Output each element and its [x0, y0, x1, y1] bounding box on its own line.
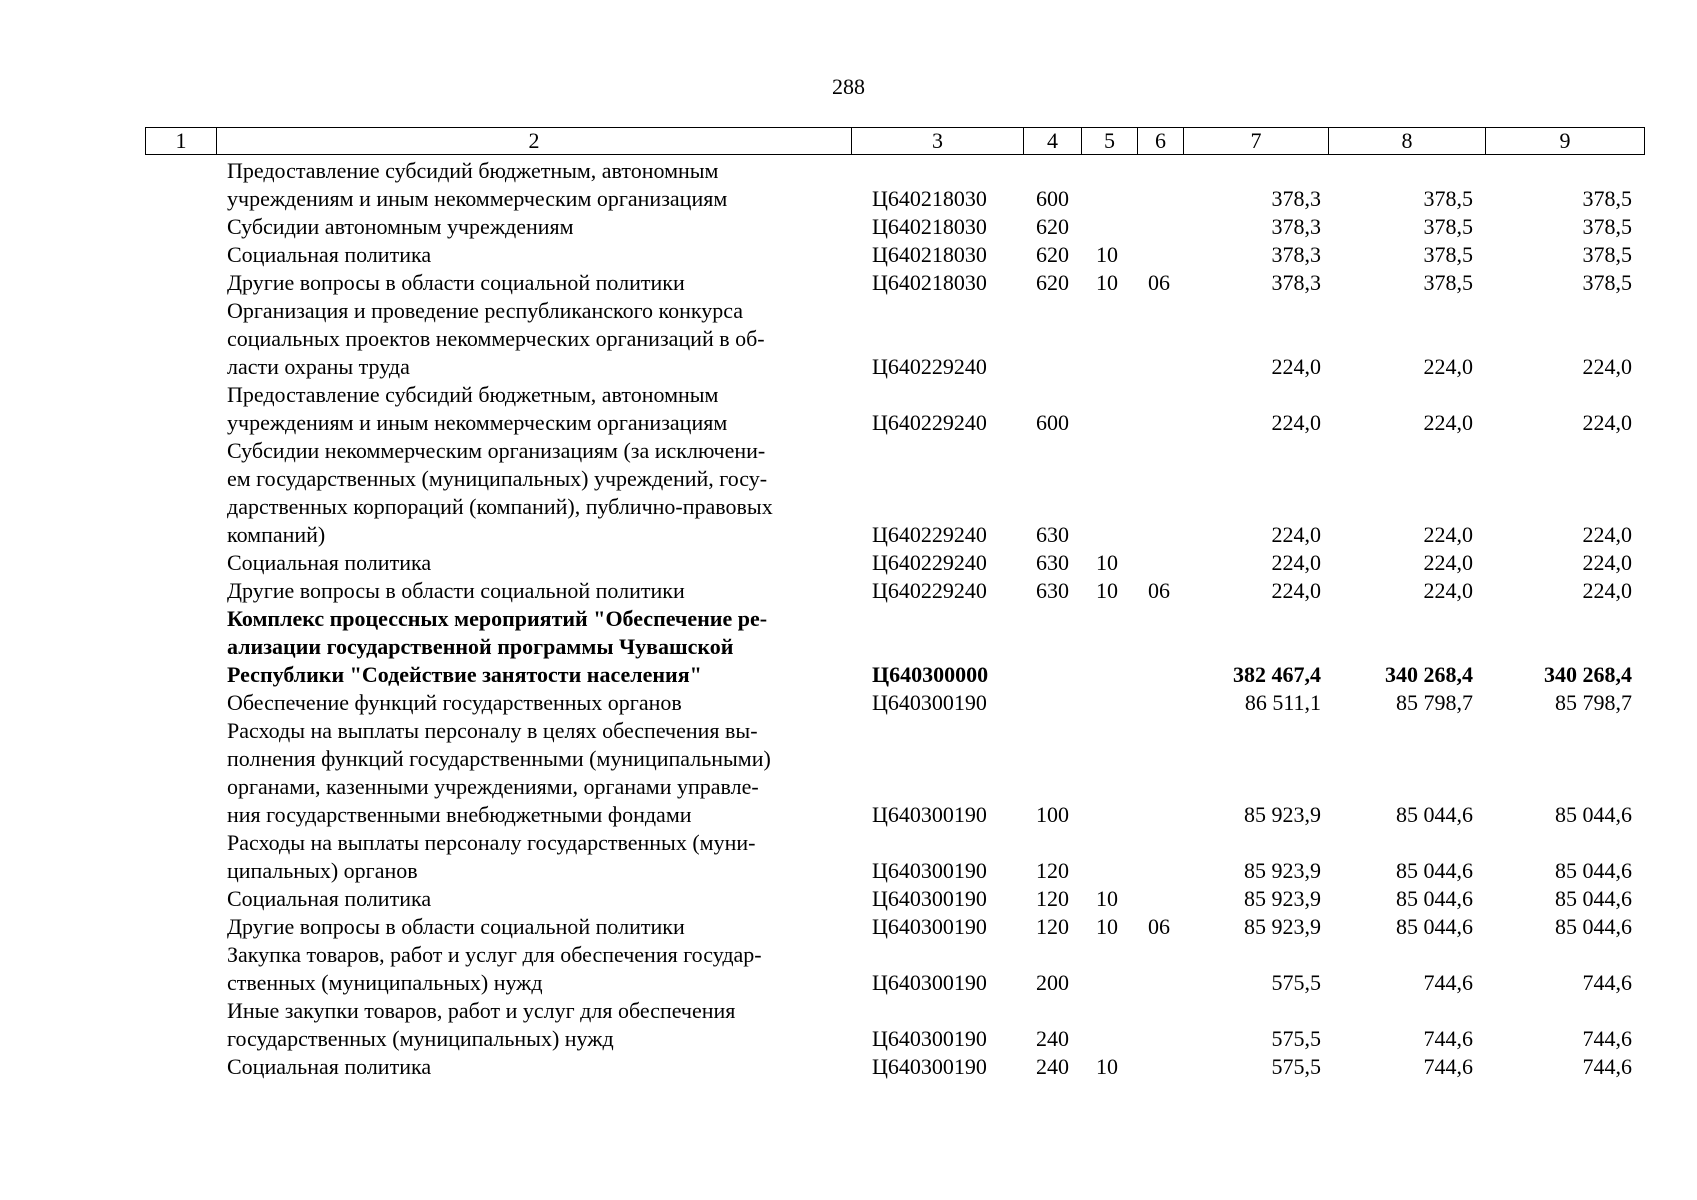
section-code: 10: [1096, 886, 1118, 911]
amount-col-9: 378,5: [1582, 186, 1632, 211]
amount-col-8: 340 268,4: [1385, 662, 1473, 687]
target-article-code: Ц640229240: [872, 578, 987, 603]
column-header-4: 4: [1024, 128, 1082, 155]
amount-col-9: 378,5: [1582, 270, 1632, 295]
amount-col-9: 340 268,4: [1544, 662, 1632, 687]
amount-col-9: 224,0: [1582, 410, 1632, 435]
row-description-line: Иные закупки товаров, работ и услуг для обеспечения: [227, 998, 736, 1023]
column-header-5: 5: [1082, 128, 1138, 155]
row-description: [227, 689, 843, 717]
column-header-6: 6: [1138, 128, 1184, 155]
amount-col-8: 224,0: [1423, 578, 1473, 603]
row-description-line: Социальная политика: [227, 1054, 432, 1079]
expense-type-code: 600: [1036, 410, 1069, 435]
row-description: [227, 885, 843, 913]
row-description-line: Социальная политика: [227, 242, 432, 267]
row-description: [227, 941, 843, 997]
amount-col-9: 744,6: [1582, 1054, 1632, 1079]
amount-col-7: 85 923,9: [1244, 858, 1321, 883]
amount-col-7: 378,3: [1271, 242, 1321, 267]
table-row: [0, 1053, 1697, 1081]
row-description-line: дарственных корпораций (компаний), публично-правовых: [227, 494, 773, 519]
row-description-line: ственных (муниципальных) нужд: [227, 970, 543, 995]
row-description-line: Предоставление субсидий бюджетным, автономным: [227, 382, 719, 407]
amount-col-9: 378,5: [1582, 242, 1632, 267]
row-description: [227, 1053, 843, 1081]
target-article-code: Ц640218030: [872, 186, 987, 211]
row-description: [227, 297, 843, 381]
amount-col-7: 85 923,9: [1244, 802, 1321, 827]
table-row: [0, 381, 1697, 437]
amount-col-9: 85 044,6: [1555, 886, 1632, 911]
page-number: 288: [832, 74, 865, 99]
table-row: [0, 605, 1697, 689]
section-code: 10: [1096, 242, 1118, 267]
row-description-line: учреждениям и иным некоммерческим организациям: [227, 186, 728, 211]
expense-type-code: 630: [1036, 522, 1069, 547]
row-description: [227, 241, 843, 269]
row-description-line: компаний): [227, 522, 326, 547]
row-description: [227, 157, 843, 213]
amount-col-8: 744,6: [1423, 1054, 1473, 1079]
row-description-line: ципальных) органов: [227, 858, 418, 883]
amount-col-7: 378,3: [1271, 186, 1321, 211]
target-article-code: Ц640229240: [872, 410, 987, 435]
table-row: [0, 213, 1697, 241]
target-article-code: Ц640300190: [872, 858, 987, 883]
amount-col-9: 744,6: [1582, 1026, 1632, 1051]
target-article-code: Ц640300190: [872, 690, 987, 715]
row-description-line: Другие вопросы в области социальной политики: [227, 270, 685, 295]
amount-col-7: 224,0: [1271, 578, 1321, 603]
amount-col-9: 85 044,6: [1555, 914, 1632, 939]
amount-col-8: 378,5: [1423, 214, 1473, 239]
row-description-line: Социальная политика: [227, 550, 432, 575]
amount-col-8: 224,0: [1423, 522, 1473, 547]
amount-col-9: 224,0: [1582, 522, 1632, 547]
expense-type-code: 620: [1036, 214, 1069, 239]
row-description-line: органами, казенными учреждениями, органами управле-: [227, 774, 759, 799]
row-description: [227, 577, 843, 605]
row-description: [227, 437, 843, 549]
table-body: [0, 157, 1697, 1081]
row-description-line: Субсидии некоммерческим организациям (за исключени-: [227, 438, 766, 463]
amount-col-9: 85 044,6: [1555, 802, 1632, 827]
table-row: [0, 717, 1697, 829]
table-row: [0, 269, 1697, 297]
amount-col-7: 378,3: [1271, 214, 1321, 239]
amount-col-8: 378,5: [1423, 242, 1473, 267]
expense-type-code: 120: [1036, 858, 1069, 883]
row-description-line: Субсидии автономным учреждениям: [227, 214, 574, 239]
target-article-code: Ц640300190: [872, 914, 987, 939]
row-description: [227, 605, 843, 689]
section-code: 10: [1096, 1054, 1118, 1079]
column-header-row: [145, 127, 1645, 155]
amount-col-7: 86 511,1: [1244, 690, 1321, 715]
target-article-code: Ц640300190: [872, 802, 987, 827]
section-code: 10: [1096, 270, 1118, 295]
row-description-line: Организация и проведение республиканского конкурса: [227, 298, 744, 323]
amount-col-9: 224,0: [1582, 578, 1632, 603]
amount-col-8: 224,0: [1423, 550, 1473, 575]
expense-type-code: 620: [1036, 270, 1069, 295]
amount-col-7: 224,0: [1271, 550, 1321, 575]
table-row: [0, 549, 1697, 577]
amount-col-8: 85 798,7: [1396, 690, 1473, 715]
amount-col-7: 575,5: [1271, 1026, 1321, 1051]
amount-col-7: 382 467,4: [1233, 662, 1321, 687]
amount-col-8: 224,0: [1423, 410, 1473, 435]
row-description-line: социальных проектов некоммерческих организаций в об-: [227, 326, 765, 351]
amount-col-7: 85 923,9: [1244, 886, 1321, 911]
row-description-line: Республики "Содействие занятости населения": [227, 662, 702, 687]
target-article-code: Ц640300190: [872, 970, 987, 995]
target-article-code: Ц640300000: [872, 662, 989, 687]
target-article-code: Ц640218030: [872, 270, 987, 295]
expense-type-code: 120: [1036, 886, 1069, 911]
table-row: [0, 913, 1697, 941]
table-row: [0, 829, 1697, 885]
column-header-3: 3: [852, 128, 1024, 155]
table-row: [0, 885, 1697, 913]
column-header-8: 8: [1329, 128, 1486, 155]
amount-col-7: 224,0: [1271, 354, 1321, 379]
row-description: [227, 997, 843, 1053]
row-description-line: Другие вопросы в области социальной политики: [227, 914, 685, 939]
row-description: [227, 717, 843, 829]
amount-col-7: 224,0: [1271, 410, 1321, 435]
amount-col-9: 224,0: [1582, 550, 1632, 575]
row-description-line: ласти охраны труда: [227, 354, 410, 379]
row-description-line: Предоставление субсидий бюджетным, автономным: [227, 158, 719, 183]
target-article-code: Ц640229240: [872, 522, 987, 547]
row-description-line: учреждениям и иным некоммерческим организациям: [227, 410, 728, 435]
target-article-code: Ц640229240: [872, 550, 987, 575]
expense-type-code: 630: [1036, 550, 1069, 575]
target-article-code: Ц640300190: [872, 1054, 987, 1079]
table-row: [0, 437, 1697, 549]
expense-type-code: 240: [1036, 1026, 1069, 1051]
amount-col-9: 224,0: [1582, 354, 1632, 379]
row-description-line: Закупка товаров, работ и услуг для обеспечения государ-: [227, 942, 762, 967]
amount-col-9: 744,6: [1582, 970, 1632, 995]
expense-type-code: 200: [1036, 970, 1069, 995]
subsection-code: 06: [1148, 914, 1170, 939]
expense-type-code: 630: [1036, 578, 1069, 603]
row-description-line: государственных (муниципальных) нужд: [227, 1026, 614, 1051]
row-description-line: ализации государственной программы Чувашской: [227, 634, 734, 659]
table-row: [0, 689, 1697, 717]
row-description: [227, 269, 843, 297]
column-header-1: 1: [146, 128, 217, 155]
expense-type-code: 240: [1036, 1054, 1069, 1079]
amount-col-8: 85 044,6: [1396, 858, 1473, 883]
row-description-line: ем государственных (муниципальных) учреждений, госу-: [227, 466, 768, 491]
row-description-line: Расходы на выплаты персоналу государственных (муни-: [227, 830, 756, 855]
amount-col-7: 575,5: [1271, 970, 1321, 995]
table-row: [0, 241, 1697, 269]
amount-col-8: 378,5: [1423, 186, 1473, 211]
row-description: [227, 913, 843, 941]
target-article-code: Ц640300190: [872, 886, 987, 911]
row-description-line: Расходы на выплаты персоналу в целях обеспечения вы-: [227, 718, 758, 743]
expense-type-code: 600: [1036, 186, 1069, 211]
section-code: 10: [1096, 578, 1118, 603]
target-article-code: Ц640229240: [872, 354, 987, 379]
amount-col-8: 85 044,6: [1396, 914, 1473, 939]
target-article-code: Ц640218030: [872, 242, 987, 267]
amount-col-7: 575,5: [1271, 1054, 1321, 1079]
amount-col-8: 85 044,6: [1396, 886, 1473, 911]
row-description-line: полнения функций государственными (муниципальными): [227, 746, 771, 771]
amount-col-8: 744,6: [1423, 1026, 1473, 1051]
expense-type-code: 100: [1036, 802, 1069, 827]
row-description: [227, 829, 843, 885]
amount-col-8: 744,6: [1423, 970, 1473, 995]
row-description: [227, 213, 843, 241]
column-header-7: 7: [1184, 128, 1329, 155]
expense-type-code: 620: [1036, 242, 1069, 267]
section-code: 10: [1096, 914, 1118, 939]
row-description-line: ния государственными внебюджетными фондами: [227, 802, 692, 827]
amount-col-9: 85 044,6: [1555, 858, 1632, 883]
row-description-line: Обеспечение функций государственных органов: [227, 690, 682, 715]
column-header-9: 9: [1486, 128, 1645, 155]
subsection-code: 06: [1148, 270, 1170, 295]
amount-col-9: 378,5: [1582, 214, 1632, 239]
table-row: [0, 577, 1697, 605]
expense-type-code: 120: [1036, 914, 1069, 939]
target-article-code: Ц640218030: [872, 214, 987, 239]
table-row: [0, 941, 1697, 997]
table-row: [0, 157, 1697, 213]
row-description-line: Комплекс процессных мероприятий "Обеспечение ре-: [227, 606, 768, 631]
table-row: [0, 297, 1697, 381]
amount-col-7: 224,0: [1271, 522, 1321, 547]
amount-col-7: 85 923,9: [1244, 914, 1321, 939]
target-article-code: Ц640300190: [872, 1026, 987, 1051]
row-description-line: Социальная политика: [227, 886, 432, 911]
table-row: [0, 997, 1697, 1053]
column-header-2: 2: [217, 128, 852, 155]
subsection-code: 06: [1148, 578, 1170, 603]
row-description: [227, 549, 843, 577]
section-code: 10: [1096, 550, 1118, 575]
row-description: [227, 381, 843, 437]
amount-col-8: 85 044,6: [1396, 802, 1473, 827]
amount-col-9: 85 798,7: [1555, 690, 1632, 715]
amount-col-8: 378,5: [1423, 270, 1473, 295]
row-description-line: Другие вопросы в области социальной политики: [227, 578, 685, 603]
amount-col-7: 378,3: [1271, 270, 1321, 295]
amount-col-8: 224,0: [1423, 354, 1473, 379]
